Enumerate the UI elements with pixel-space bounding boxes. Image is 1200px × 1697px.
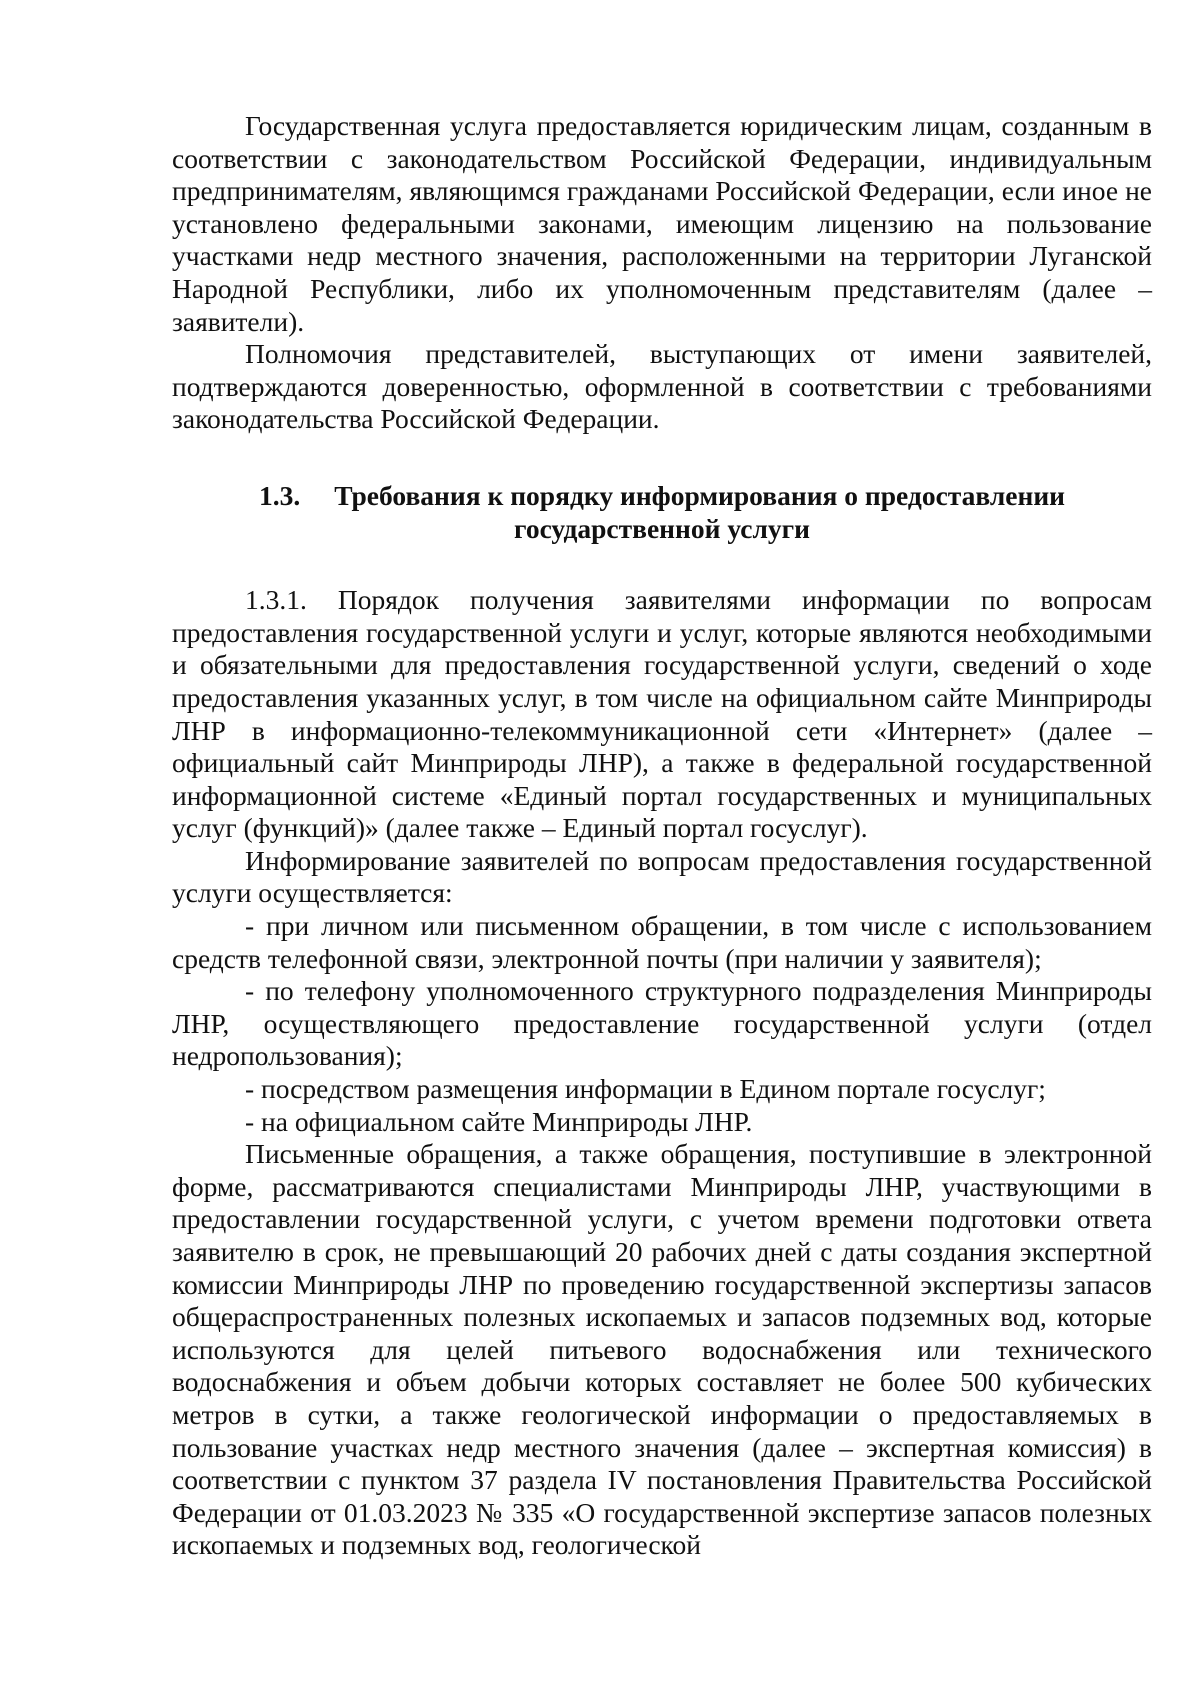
document-page <box>172 110 1152 1562</box>
paragraph-informing: Информирование заявителей по вопросам предоставления государственной услуги осуществляется: <box>172 844 1152 909</box>
section-heading <box>172 480 1152 545</box>
paragraph-representatives: Полномочия представителей, выступающих от имени заявителей, подтверждаются доверенностью, оформленной в соответствии с требованиями законодательства Российской Федерации. <box>172 338 1152 435</box>
list-item-portal: - посредством размещения информации в Едином портале госуслуг; <box>245 1073 1046 1105</box>
list-item-personal-request: - при личном или письменном обращении, в том числе с использованием средств телефонной связи, электронной почты (при наличии у заявителя); <box>172 910 1152 974</box>
paragraph-written-requests: Письменные обращения, а также обращения, поступившие в электронной форме, рассматриваются специалистами Минприроды ЛНР, участвующими в предоставлении государственной услуги, с учетом времени подготовки ответа заявителю в срок, не превышающий 20 рабочих дней с даты создания экспертной комиссии Минприроды ЛНР по проведению государственной экспертизы запасов общераспространенных полезных ископаемых и запасов подземных вод, которые используются для целей питьевого водоснабжения или технического водоснабжения и объем добычи которых составляет не более 500 кубических метров в сутки, а также геологической информации о предоставляемых в пользование участках недр местного значения (далее – экспертная комиссия) в соответствии с пунктом 37 раздела IV постановления Правительства Российской Федерации от 01.03.2023 № 335 «О государственной экспертизе запасов полезных ископаемых и подземных вод, геологической <box>172 1138 1152 1561</box>
list-item-phone: - по телефону уполномоченного структурного подразделения Минприроды ЛНР, осуществляющего предоставление государственной услуги (отдел недропользования); <box>172 975 1152 1072</box>
paragraph-applicants: Государственная услуга предоставляется юридическим лицам, созданным в соответствии с законодательством Российской Федерации, индивидуальным предпринимателям, являющимся гражданами Российской Федерации, если иное не установлено федеральными законами, имеющим лицензию на пользование участками недр местного значения, расположенными на территории Луганской Народной Республики, либо их уполномоченным представителям (далее – заявители). <box>172 110 1152 337</box>
section-number: 1.3. <box>258 479 301 511</box>
section-title-line1: Требования к порядку информирования о предоставлении <box>334 479 1066 511</box>
section-title-line2: государственной услуги <box>514 512 810 544</box>
section-heading-line1 <box>172 480 1152 513</box>
list-item-website: - на официальном сайте Минприроды ЛНР. <box>245 1105 753 1137</box>
paragraph-1-3-1: 1.3.1. Порядок получения заявителями информации по вопросам предоставления государственной услуги и услуг, которые являются необходимыми и обязательными для предоставления государственной услуги, сведений о ходе предоставления указанных услуг, в том числе на официальном сайте Минприроды ЛНР в информационно-телекоммуникационной сети «Интернет» (далее – официальный сайт Минприроды ЛНР), а также в федеральной государственной информационной системе «Единый портал государственных и муниципальных услуг (функций)» (далее также – Единый портал госуслуг). <box>172 584 1152 844</box>
